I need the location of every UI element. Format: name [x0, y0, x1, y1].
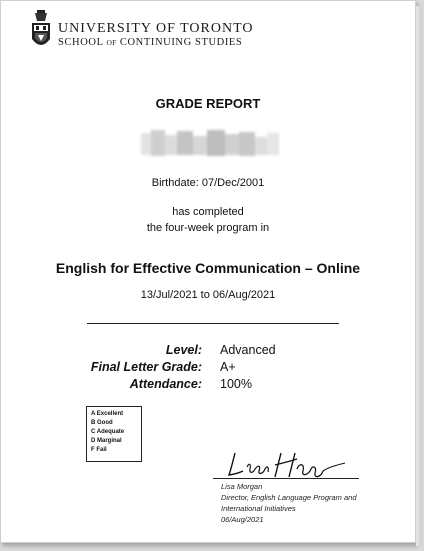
legend-item: B Good — [91, 420, 113, 426]
handwritten-signature — [225, 447, 355, 481]
signatory-name: Lisa Morgan — [221, 482, 263, 491]
school-name — [58, 37, 242, 48]
result-row-level — [1, 343, 415, 359]
signature-line — [213, 478, 359, 479]
legend-item: C Adequate — [91, 429, 125, 435]
page-title: GRADE REPORT — [155, 96, 261, 111]
legend-item: D Marginal — [91, 438, 122, 444]
result-value: Advanced — [220, 343, 276, 357]
result-label: Final Letter Grade: — [90, 360, 202, 374]
result-value: 100% — [220, 377, 252, 391]
divider — [87, 323, 339, 324]
result-value: A+ — [220, 360, 236, 374]
result-row-grade — [1, 360, 415, 376]
university-crest-icon — [30, 9, 52, 53]
program-name: English for Effective Communication – Online — [55, 260, 361, 276]
signatory-title-2: International Initiatives — [221, 504, 296, 513]
redacted-name-block — [139, 127, 281, 159]
result-row-attendance — [1, 377, 415, 393]
program-dates: 13/Jul/2021 to 06/Aug/2021 — [140, 289, 276, 301]
grade-legend — [86, 406, 142, 462]
result-label: Level: — [165, 343, 202, 357]
school-name-part1: SCHOOL — [58, 37, 104, 48]
legend-item: F Fail — [91, 447, 107, 453]
completion-line-2: the four-week program in — [146, 222, 270, 234]
school-name-part2: CONTINUING STUDIES — [119, 37, 243, 48]
legend-item: A Excellent — [91, 411, 124, 417]
birthdate: Birthdate: 07/Dec/2001 — [151, 177, 265, 189]
university-name: UNIVERSITY OF TORONTO — [58, 21, 254, 36]
school-name-of: OF — [106, 38, 117, 47]
completion-line-1: has completed — [172, 206, 244, 218]
result-label: Attendance: — [129, 377, 202, 391]
page-edge-shadow — [416, 6, 422, 546]
signatory-title-1: Director, English Language Program and — [221, 493, 357, 502]
signature-date: 06/Aug/2021 — [221, 515, 264, 524]
